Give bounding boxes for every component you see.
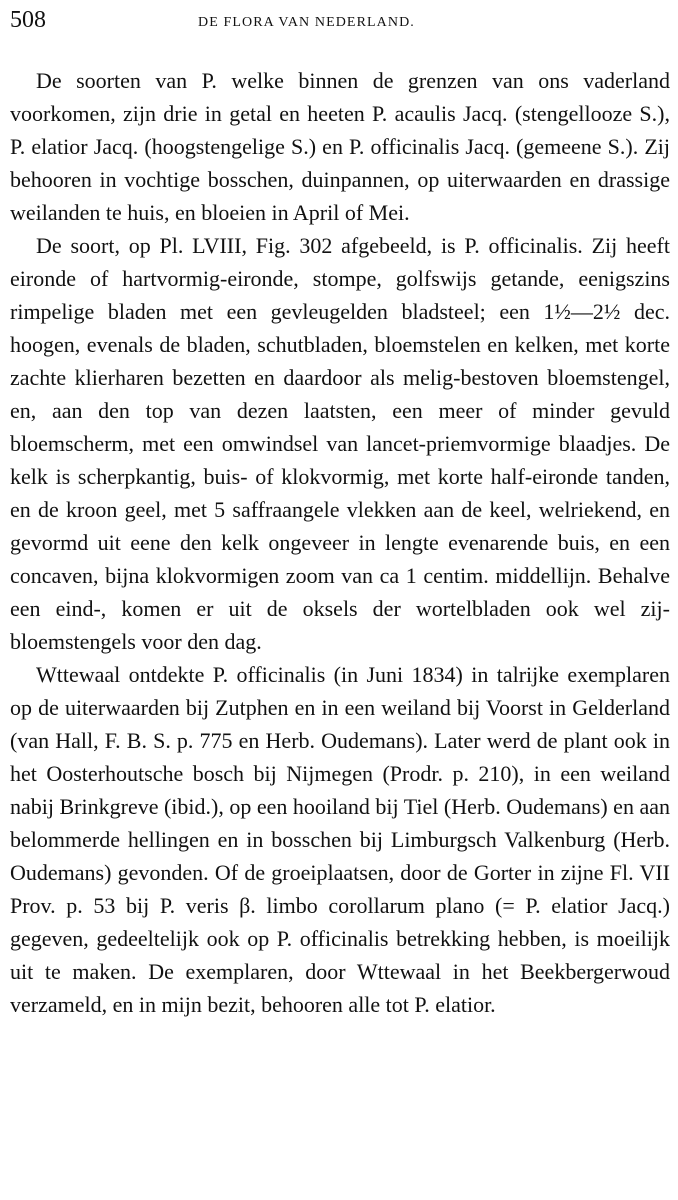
paragraph-2: De soort, op Pl. LVIII, Fig. 302 afgebeeld, is P. officinalis. Zij heeft eironde of hartvormig-eironde, stompe, golfswijs getande, eenigszins rimpelige bladen met een gevleugelden bladsteel; een 1½—2½ dec. hoogen, evenals de bladen, schutbladen, bloemstelen en kelken, met korte zachte klierharen bezetten en daardoor als melig-bestoven bloemstengel, en, aan den top van dezen laatsten, een meer of minder gevuld bloemscherm, met een omwindsel van lancet-priemvormige blaadjes. De kelk is scherpkantig, buis- of klokvormig, met korte half-eironde tanden, en de kroon geel, met 5 saffraangele vlekken aan de keel, welriekend, en gevormd uit eene den kelk ongeveer in lengte evenarende buis, en een concaven, bijna klokvormigen zoom van ca 1 centim. middellijn. Behalve een eind-, komen er uit de oksels der wortelbladen ook wel zij-bloemstengels voor den dag. (10, 233, 670, 654)
paragraph-3: Wttewaal ontdekte P. officinalis (in Juni 1834) in talrijke exemplaren op de uiterwaarden bij Zutphen en in een weiland bij Voorst in Gelderland (van Hall, F. B. S. p. 775 en Herb. Oudemans). Later werd de plant ook in het Oosterhoutsche bosch bij Nijmegen (Prodr. p. 210), in een weiland nabij Brinkgreve (ibid.), op een hooiland bij Tiel (Herb. Oudemans) en aan belommerde hellingen en in bosschen bij Limburgsch Valkenburg (Herb. Oudemans) gevonden. Of de groeiplaatsen, door de Gorter in zijne Fl. VII Prov. p. 53 bij P. veris β. limbo corollarum plano (= P. elatior Jacq.) gegeven, gedeeltelijk ook op P. officinalis betrekking hebben, is moeilijk uit te maken. De exemplaren, door Wttewaal in het Beekbergerwoud verzameld, en in mijn bezit, behooren alle tot P. elatior. (10, 662, 670, 1017)
page-header (10, 6, 670, 36)
body-text (10, 64, 670, 1021)
running-head: DE FLORA VAN NEDERLAND. (198, 15, 415, 30)
page-number: 508 (10, 7, 46, 33)
paragraph-1: De soorten van P. welke binnen de grenzen van ons vaderland voorkomen, zijn drie in getal en heeten P. acaulis Jacq. (stengellooze S.), P. elatior Jacq. (hoogstengelige S.) en P. officinalis Jacq. (gemeene S.). Zij behooren in vochtige bosschen, duinpannen, op uiterwaarden en drassige weilanden te huis, en bloeien in April of Mei. (10, 68, 670, 225)
